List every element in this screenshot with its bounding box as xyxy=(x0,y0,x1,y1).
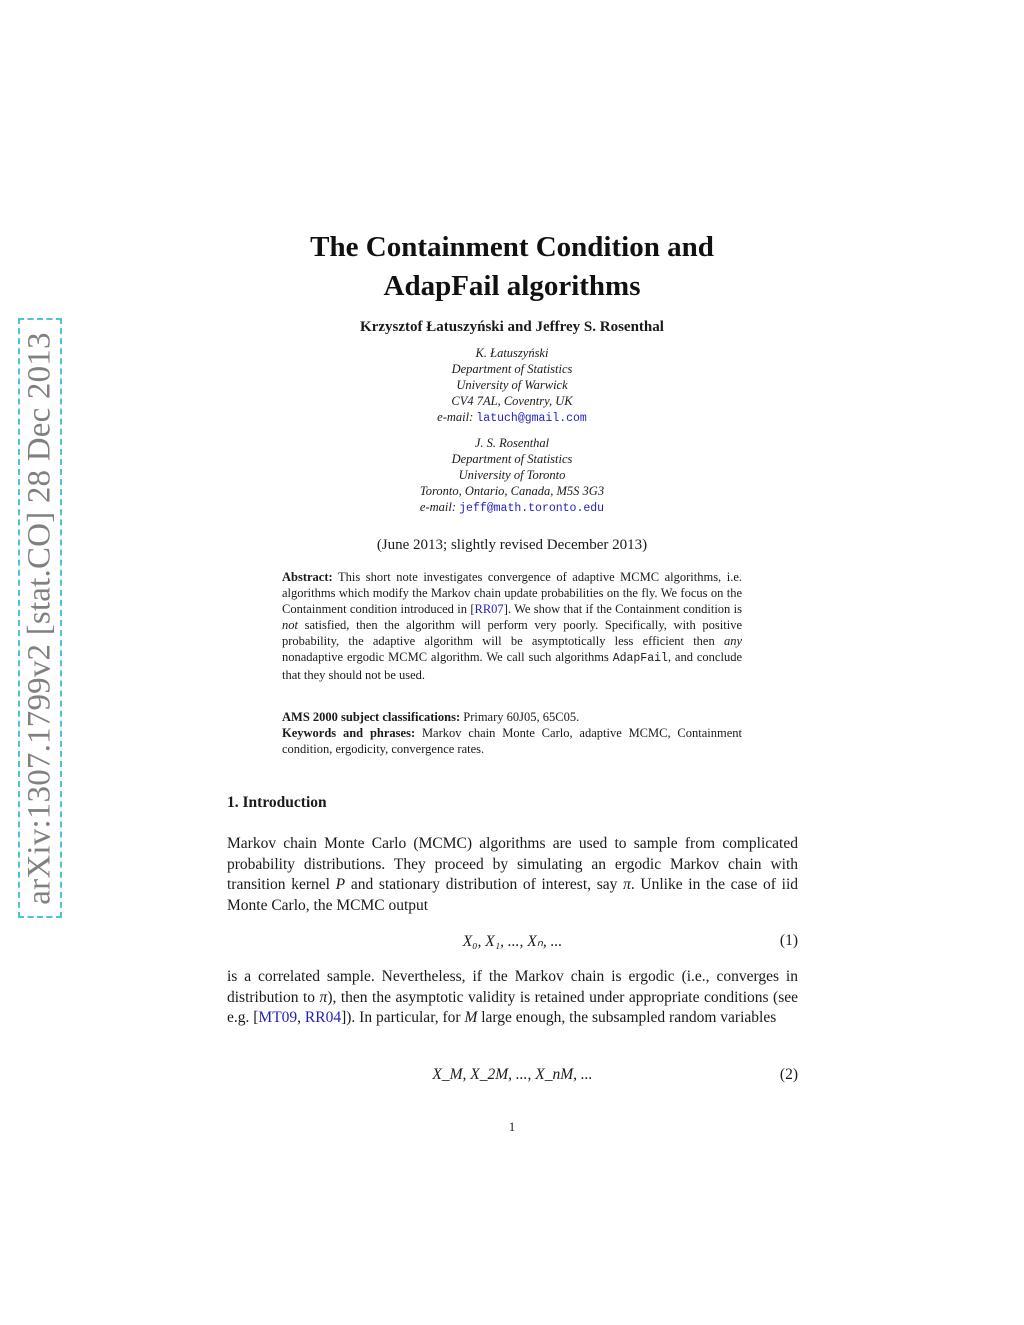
abstract-text: , and conclude that they should not be used. xyxy=(282,650,742,682)
affiliation-1-email-row xyxy=(0,409,1024,427)
abstract xyxy=(282,569,742,683)
affiliation-1-dept: Department of Statistics xyxy=(451,362,573,376)
affiliation-2-address: Toronto, Ontario, Canada, M5S 3G3 xyxy=(419,484,605,498)
citation-link[interactable]: MT09 xyxy=(258,1009,298,1026)
ams-text: Primary 60J05, 65C05. xyxy=(463,710,580,724)
math-symbol: π xyxy=(319,988,328,1006)
affiliation-1-univ: University of Warwick xyxy=(456,378,568,392)
affiliation-1-address: CV4 7AL, Coventry, UK xyxy=(451,394,573,408)
paragraph-text: large enough, the subsampled random variables xyxy=(477,1009,777,1026)
paragraph-text: , xyxy=(297,1009,305,1026)
affiliation-1 xyxy=(0,345,1024,427)
abstract-emphasis: any xyxy=(723,634,742,648)
abstract-text: nonadaptive ergodic MCMC algorithm. We call such algorithms xyxy=(282,650,613,664)
affiliation-2-name: J. S. Rosenthal xyxy=(474,436,550,450)
keywords-text: Markov chain Monte Carlo, adaptive MCMC, Containment condition, ergodicity, convergence rates. xyxy=(282,726,742,756)
abstract-label: Abstract: xyxy=(282,570,333,584)
arxiv-id: arXiv:1307.1799v2 [stat.CO] 28 Dec 2013 xyxy=(21,331,58,905)
paragraph-text: ]). In particular, for xyxy=(341,1009,465,1026)
paragraph-1 xyxy=(227,834,798,916)
equation-expression: X₀, X₁, ..., Xₙ, ... xyxy=(462,933,563,950)
paragraph-text: is a correlated sample. Nevertheless, if the Markov chain is ergodic (i.e., converges in distribution to xyxy=(227,968,798,1006)
section-heading: 1. Introduction xyxy=(227,794,327,811)
ams-label: AMS 2000 subject classifications: xyxy=(282,710,461,724)
affiliation-1-email[interactable]: latuch@gmail.com xyxy=(476,412,587,425)
affiliation-1-name: K. Łatuszyński xyxy=(475,346,549,360)
revision-date: (June 2013; slightly revised December 2013) xyxy=(376,537,648,553)
math-symbol: π xyxy=(623,876,631,893)
paper-title xyxy=(0,228,1024,306)
affiliation-2-email[interactable]: jeff@math.toronto.edu xyxy=(459,502,605,515)
affiliation-2-univ: University of Toronto xyxy=(458,468,566,482)
title-line-1: The Containment Condition and xyxy=(310,231,714,263)
math-symbol: M xyxy=(464,1009,478,1026)
keywords-label: Keywords and phrases: xyxy=(282,726,416,740)
email-label: e-mail: xyxy=(419,500,457,514)
affiliation-2 xyxy=(0,435,1024,517)
equation-number: (2) xyxy=(779,1066,798,1083)
page-number: 1 xyxy=(508,1120,516,1134)
paragraph-text: Markov chain Monte Carlo (MCMC) algorithms are used to sample from complicated probability distributions. They proceed by simulating an ergodic Markov chain with transition kernel xyxy=(227,835,798,893)
equation-number: (1) xyxy=(779,932,798,949)
keywords-row xyxy=(282,725,742,757)
paragraph-text: ), then the asymptotic validity is retained under appropriate conditions (see e.g. [ xyxy=(227,988,798,1026)
title-line-2: AdapFail algorithms xyxy=(383,270,641,302)
citation-link[interactable]: RR07 xyxy=(474,602,504,616)
email-label: e-mail: xyxy=(437,410,474,424)
paragraph-2 xyxy=(227,967,798,1029)
classifications xyxy=(282,709,742,757)
adapfail-term: AdapFail xyxy=(612,652,668,665)
equation-expression: X_M, X_2M, ..., X_nM, ... xyxy=(432,1066,593,1083)
abstract-text: satisfied, then the algorithm will perform very poorly. Specifically, with positive probability, the adaptive algorithm will be asymptotically less efficient then xyxy=(282,618,742,648)
paragraph-text: and stationary distribution of interest, say xyxy=(345,876,624,893)
abstract-text: ]. We show that if the Containment condition is xyxy=(503,602,742,616)
paragraph-text: . Unlike in the case of iid Monte Carlo, the MCMC output xyxy=(227,876,798,914)
citation-link[interactable]: RR04 xyxy=(304,1009,342,1026)
ams-row xyxy=(282,709,742,725)
affiliation-2-email-row xyxy=(0,499,1024,517)
affiliation-2-dept: Department of Statistics xyxy=(451,452,573,466)
abstract-text: This short note investigates convergence of adaptive MCMC algorithms, i.e. algorithms which modify the Markov chain update probabilities on the fly. We focus on the Containment condition introduced in [ xyxy=(282,570,742,616)
math-symbol: P xyxy=(335,876,346,893)
abstract-emphasis: not xyxy=(282,618,298,632)
authors: Krzysztof Łatuszyński and Jeffrey S. Rosenthal xyxy=(360,319,664,335)
